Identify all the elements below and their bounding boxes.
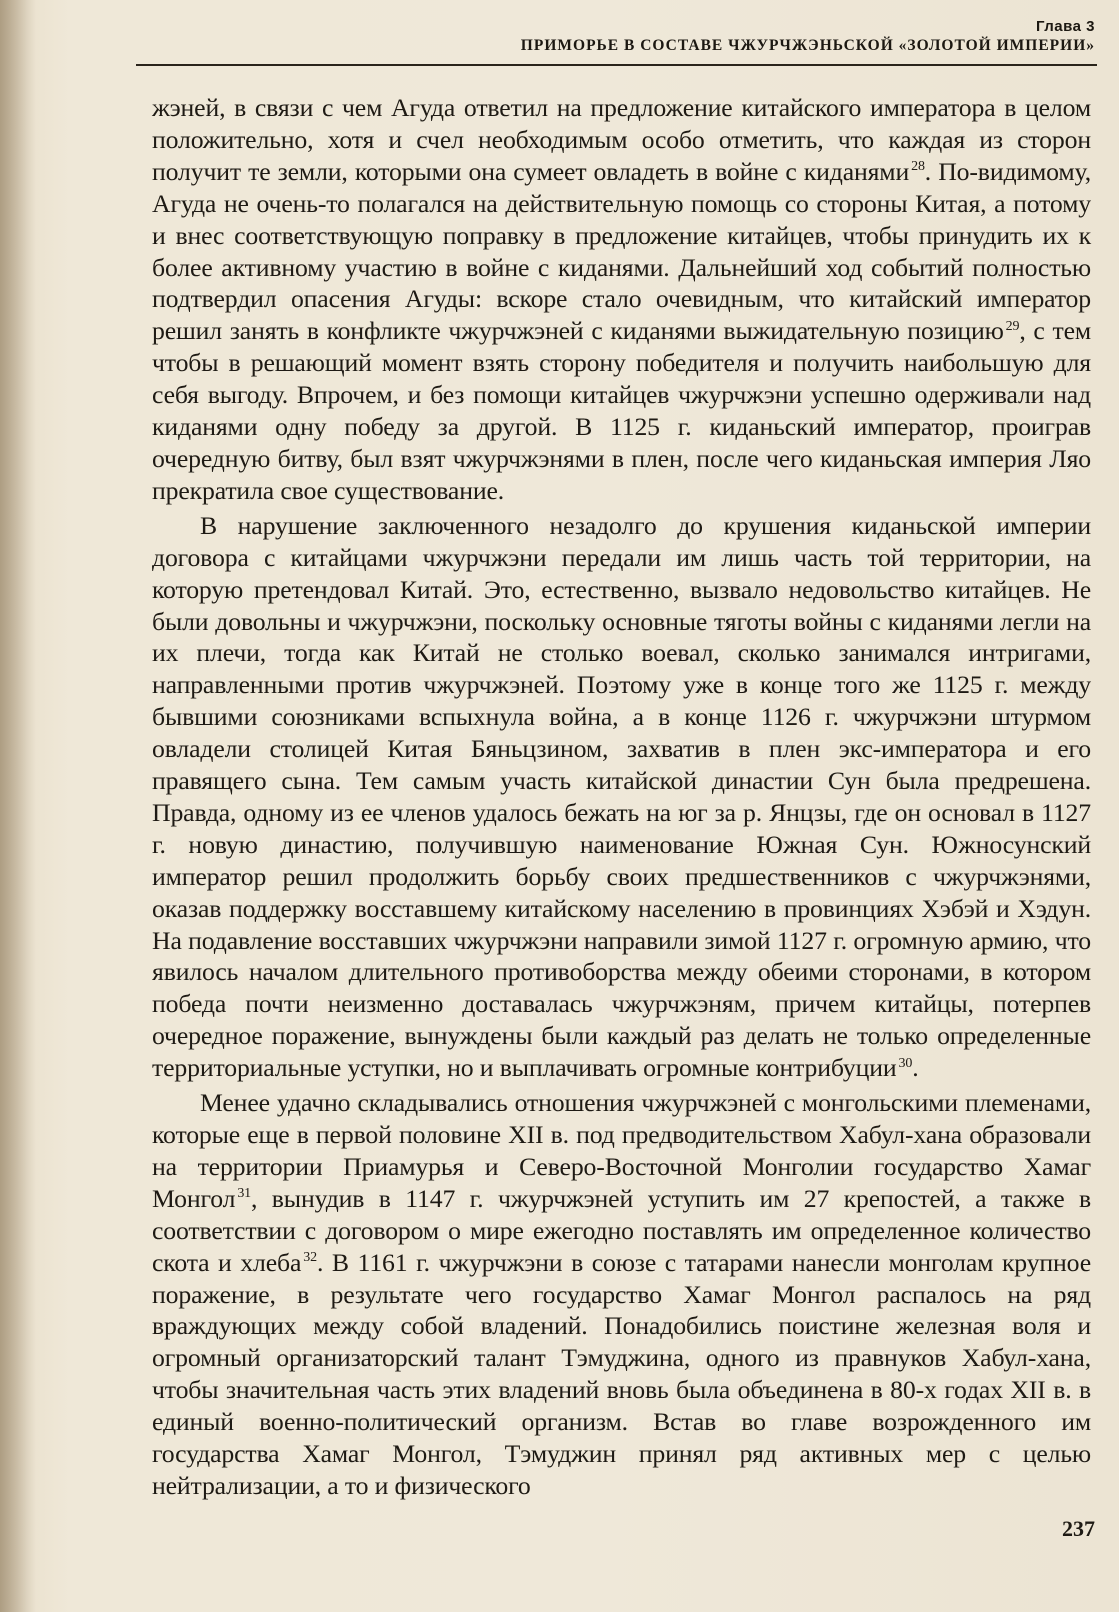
- page-number: 237: [1062, 1516, 1095, 1541]
- paragraph-text: .: [912, 1053, 919, 1083]
- paragraph-text: В нарушение заключенного незадолго до крушения киданьской империи договора с китайцами чжурчжэни передали им лишь часть той территории, на которую претендовал Китай. Это, естественно, вызвало недовольство китайцев. Не были довольны и чжурчжэни, поскольку основные тяготы войны с киданями легли на их плечи, тогда как Китай не столько воевал, сколько занимался интригами, направленными против чжурчжэней. Поэтому уже в конце того же 1125 г. между бывшими союзниками вспыхнула война, а в конце 1126 г. чжурчжэни штурмом овладели столицей Китая Бяньцзином, захватив в плен экс-императора и его правящего сына. Тем самым участь китайской династии Сун была предрешена. Правда, одному из ее членов удалось бежать на юг за р. Янцзы, где он основал в 1127 г. новую династию, получившую наименование Южная Сун. Южносунский император решил продолжить борьбу своих предшественников с чжурчжэнями, оказав поддержку восставшему китайскому населению в провинциях Хэбэй и Хэдун. На подавление восставших чжурчжэни направили зимой 1127 г. огромную армию, что явилось началом длительного противоборства между обеими сторонами, в котором победа почти неизменно доставалась чжурчжэням, причем китайцы, потерпев очередное поражение, вынуждены были каждый раз делать не только определенные территориальные уступки, но и выплачивать огромные контрибуции: [152, 510, 1091, 1083]
- footnote-reference: 32: [303, 1250, 317, 1266]
- paragraph: [152, 510, 1091, 1084]
- footnote-reference: 29: [1005, 318, 1020, 334]
- paragraph-text: жэней, в связи с чем Агуда ответил на предложение китайского императора в целом положительно, хотя и счел необходимым особо отметить, что каждая из сторон получит те земли, которыми она сумеет овладеть в войне с киданями: [152, 93, 1091, 186]
- footnote-reference: 28: [911, 159, 925, 175]
- paragraph-text: , с тем чтобы в решающий момент взять сторону победителя и получить наибольшую для себя выгоду. Впрочем, и без помощи китайцев чжурчжэни успешно одерживали над киданями одну победу за другой. В 1125 г. киданьский император, проиграв очередную битву, был взят чжурчжэнями в плен, после чего киданьская империя Ляо прекратила свое существование.: [152, 316, 1091, 505]
- chapter-label: Глава 3: [1035, 18, 1095, 35]
- paragraph-text: . По-видимому, Агуда не очень-то полагался на действительную помощь со стороны Китая, а потому и внес соответствующую поправку в предложение китайцев, чтобы принудить их к более активному участию в войне с киданями. Дальнейший ход событий полностью подтвердил опасения Агуды: вскоре стало очевидным, что китайский император решил занять в конфликте чжурчжэней с киданями выжидательную позицию: [152, 156, 1091, 346]
- body-text: [152, 92, 1091, 1502]
- binding-shadow: [0, 0, 36, 1612]
- paragraph: [152, 1087, 1091, 1502]
- paragraph-text: Менее удачно складывались отношения чжурчжэней с монгольскими племенами, которые еще в первой половине XII в. под предводительством Хабул-хана образовали на территории Приамурья и Северо-Восточной Монголии государство Хамаг Монгол: [152, 1088, 1091, 1213]
- footnote-reference: 30: [898, 1055, 913, 1071]
- paragraph-text: . В 1161 г. чжурчжэни в союзе с татарами нанесли монголам крупное поражение, в результате чего государство Хамаг Монгол распалось на ряд враждующих между собой владений. Понадобились поистине железная воля и огромный организаторский талант Тэмуджина, одного из правнуков Хабул-хана, чтобы значительная часть этих владений вновь была объединена в 80-х годах XII в. в единый военно-политический организм. Встав во главе возрожденного им государства Хамаг Монгол, Тэмуджин принял ряд активных мер с целью нейтрализации, а то и физического: [152, 1247, 1091, 1500]
- paragraph: [152, 92, 1091, 507]
- running-head: [521, 18, 1095, 56]
- paragraph-text: , вынудив в 1147 г. чжурчжэней уступить им 27 крепостей, а также в соответствии с договором о мире ежегодно поставлять им определенное количество скота и хлеба: [152, 1183, 1091, 1277]
- header-rule: [136, 64, 1097, 66]
- footnote-reference: 31: [237, 1186, 252, 1202]
- chapter-title: ПРИМОРЬЕ В СОСТАВЕ ЧЖУРЧЖЭНЬСКОЙ «ЗОЛОТОЙ ИМПЕРИИ»: [520, 37, 1095, 54]
